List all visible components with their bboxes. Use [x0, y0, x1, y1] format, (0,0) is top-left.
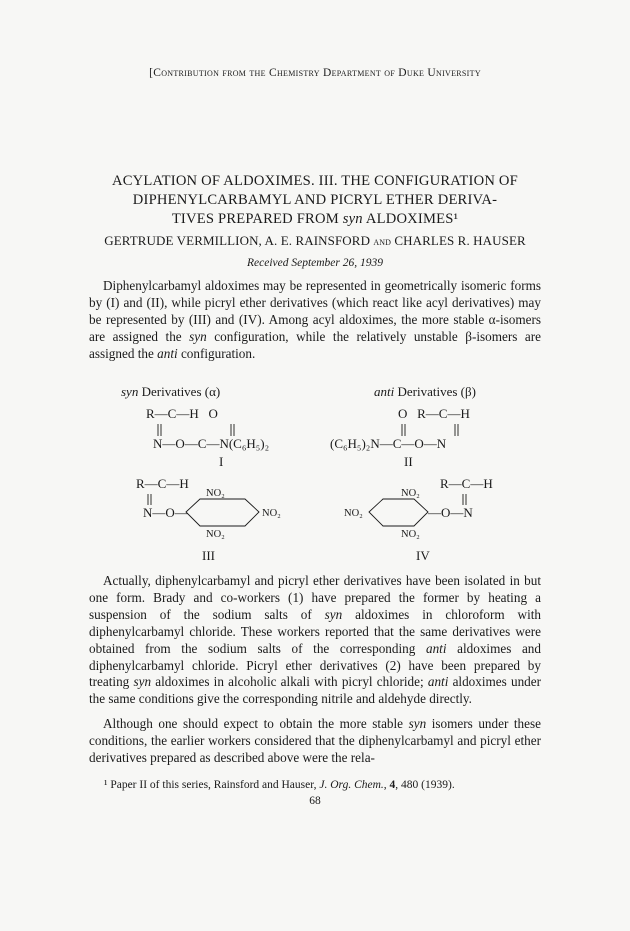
footnote-text-2: , — [383, 779, 390, 791]
para2-text-3: aldoximes and diphenylcarbamyl chloride. Picryl ether derivatives (2) have been prepared by treating — [89, 640, 541, 690]
formula-4-no2-top: NO₂ — [401, 488, 420, 499]
para2-italic-4: anti — [427, 674, 449, 690]
authors-and: and — [373, 236, 392, 248]
authors-part-2: CHARLES R. HAUSER — [391, 233, 526, 248]
para2-text-4: aldoximes in alcoholic alkali with picryl chloride; — [151, 674, 428, 690]
formula-4-no2-left: NO₂ — [344, 508, 363, 519]
formula-2-top: O R—C—H — [398, 406, 470, 421]
header-contribution-text: Contribution from the Chemistry Department of Duke University — [153, 67, 481, 79]
para2-italic-3: syn — [133, 674, 152, 690]
paragraph-2 — [89, 573, 541, 708]
para1-text-2: configuration, while the relatively unstable β-isomers are assigned the — [89, 328, 542, 361]
received-date: Received September 26, 1939 — [246, 257, 384, 269]
formula-4-top: R—C—H — [440, 476, 493, 491]
title-line-3-pre: TIVES PREPARED FROM — [171, 211, 343, 227]
formula-3-n-o: N—O— — [143, 505, 188, 520]
formula-3-no2-top: NO₂ — [206, 488, 225, 499]
footnote-journal: J. Org. Chem. — [319, 779, 384, 791]
para1-text-3: configuration. — [177, 345, 256, 361]
formula-label-I: I — [219, 454, 224, 469]
footnote — [104, 779, 455, 791]
para3-italic-1: syn — [408, 716, 427, 731]
para2-text-1: Actually, diphenylcarbamyl and picryl ether derivatives have been isolated in but one form. Brady and co-workers (1) have prepared the former by heating a suspension of the sodium salts of — [89, 573, 541, 622]
para3-text-2: isomers under these conditions, the earlier workers considered that the diphenylcarbamyl and picryl ether derivatives prepared as described above were the rela- — [89, 716, 541, 765]
title-line-2: DIPHENYLCARBAMYL AND PICRYL ETHER DERIVA- — [132, 192, 498, 208]
anti-heading: anti Derivatives (β) — [374, 384, 476, 399]
footnote-volume: 4 — [389, 779, 396, 791]
title-line-1: ACYLATION OF ALDOXIMES. III. THE CONFIGURATION OF — [112, 173, 518, 189]
paragraph-3 — [89, 716, 541, 767]
para2-text-2: aldoximes in chloroform with diphenylcarbamyl chloride. These workers reported that the same derivatives were obtained from the sodium salts of the corresponding — [89, 606, 542, 656]
title-line-3-italic: syn — [342, 211, 363, 227]
formula-3-no2-right: NO₂ — [262, 508, 281, 519]
formula-label-II: II — [404, 454, 413, 469]
para2-text-5: aldoximes under the same conditions give the corresponding nitrile and aldehyde directly. — [89, 674, 542, 707]
para1-italic-2: anti — [157, 345, 178, 361]
para3-text-1: Although one should expect to obtain the more stable — [103, 716, 409, 731]
formula-3-benzene-ring — [186, 499, 259, 526]
title-line-3-post: ALDOXIMES¹ — [362, 211, 459, 227]
formula-3-top: R—C—H — [136, 476, 189, 491]
syn-heading: syn Derivatives (α) — [121, 384, 221, 399]
footnote-text-1: ¹ Paper II of this series, Rainsford and Hauser, — [104, 779, 320, 791]
formula-label-IV: IV — [416, 548, 430, 563]
authors-part-1: GERTRUDE VERMILLION, A. E. RAINSFORD — [104, 233, 374, 248]
formula-4-benzene-ring — [369, 499, 428, 526]
header-bracket: [ — [149, 67, 154, 79]
page-number: 68 — [309, 795, 321, 807]
formula-3-no2-bottom: NO₂ — [206, 529, 225, 540]
para1-italic-1: syn — [189, 328, 207, 344]
formula-1-top: R—C—H O — [146, 406, 218, 421]
formula-4-no2-bottom: NO₂ — [401, 529, 420, 540]
footnote-text-3: , 480 (1939). — [395, 779, 455, 791]
formula-2-bottom: (C₆H₅)₂N—C—O—N — [330, 436, 447, 451]
formula-4-o-n: —O—N — [428, 505, 473, 520]
para2-italic-1: syn — [324, 606, 343, 622]
para2-italic-2: anti — [425, 640, 447, 656]
para1-text-1: Diphenylcarbamyl aldoximes may be represented in geometrically isomeric forms by (I) and (II), while picryl ether derivatives (which react like acyl derivatives) may be represented by (III) and (IV). Among acyl aldoximes, the more stable α-isomers are assigned the — [89, 278, 541, 344]
formula-label-III: III — [202, 548, 215, 563]
formula-1-bottom: N—O—C—N(C₆H₅)₂ — [153, 436, 270, 451]
